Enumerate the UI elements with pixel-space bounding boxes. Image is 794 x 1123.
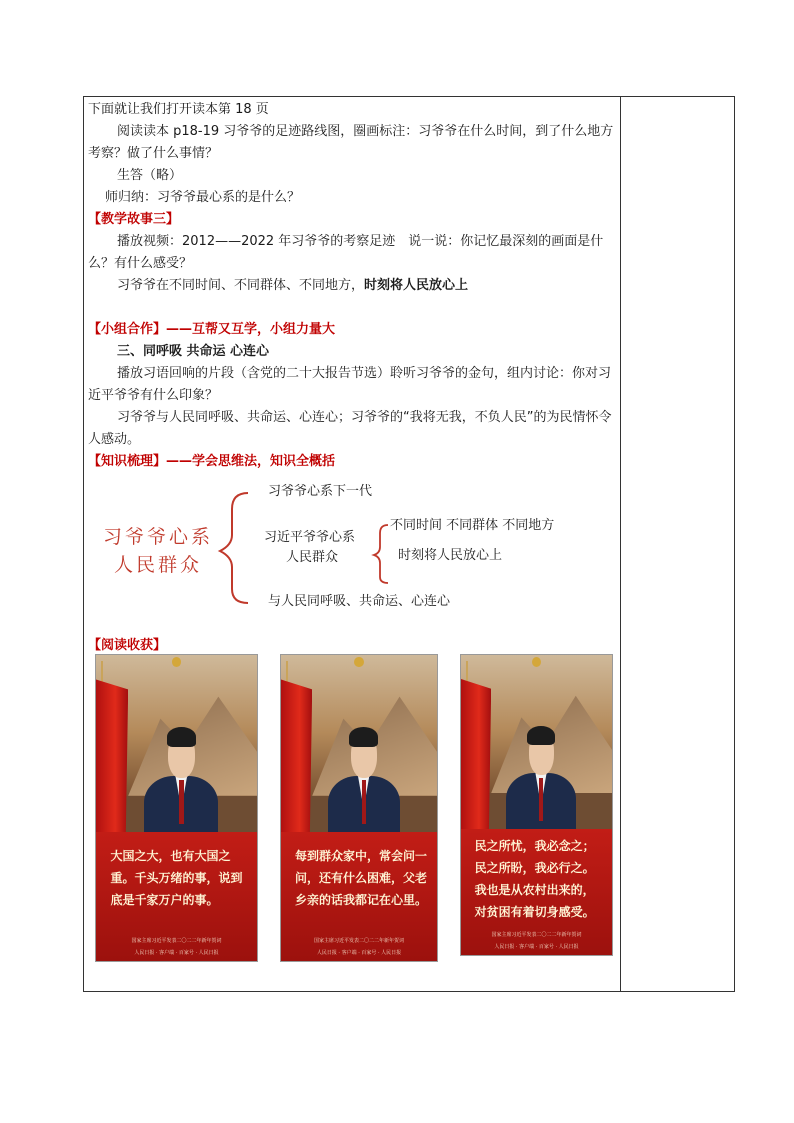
poster-2 bbox=[280, 654, 438, 962]
poster-3 bbox=[460, 654, 613, 956]
poster-1-source: 人民日报 · 客户端 · 百家号 · 人民日报 bbox=[134, 949, 219, 956]
poster-3-source: 人民日报 · 客户端 · 百家号 · 人民日报 bbox=[494, 944, 579, 950]
line-teacher-summary: 师归纳：习爷爷最心系的是什么？ bbox=[105, 190, 301, 205]
section-story-three: 【教学故事三】 bbox=[88, 212, 180, 227]
poster-3-caption: 国家主席习近平发表二〇二二年新年贺词 bbox=[491, 932, 582, 938]
conclusion-bold: 时刻将人民放心上 bbox=[364, 278, 469, 293]
portrait bbox=[506, 730, 575, 838]
flag-icon bbox=[281, 679, 312, 844]
mind-sub-different: 不同时间 不同群体 不同地方 bbox=[390, 518, 555, 533]
emblem-icon bbox=[354, 657, 363, 667]
mind-root-line2: 人民群众 bbox=[113, 554, 202, 576]
mind-branch-people-line1: 习近平爷爷心系 bbox=[264, 530, 356, 545]
lesson-content bbox=[88, 99, 616, 657]
flag-icon bbox=[96, 679, 128, 844]
poster-row bbox=[95, 654, 615, 964]
section-group-work: 【小组合作】——互帮又互学，小组力量大 bbox=[88, 322, 336, 337]
line-student-answer: 生答（略） bbox=[117, 168, 183, 183]
line-video: 播放视频：2012——2022 年习爷爷的考察足迹 说一说：你记忆最深刻的画面是什么？有什么感受？ bbox=[88, 234, 604, 271]
mind-map bbox=[88, 475, 616, 635]
heading-part-three: 三、同呼吸 共命运 心连心 bbox=[117, 344, 270, 359]
poster-1 bbox=[95, 654, 258, 962]
mind-branch-next-generation: 习爷爷心系下一代 bbox=[268, 484, 373, 499]
emblem-icon bbox=[532, 657, 541, 667]
mind-branch-people-line2: 人民群众 bbox=[286, 550, 339, 565]
poster-2-source: 人民日报 · 客户端 · 百家号 · 人民日报 bbox=[316, 949, 402, 956]
poster-2-quote: 每到群众家中，常会问一问，还有什么困难，父老乡亲的话我都记在心里。 bbox=[295, 848, 428, 907]
poster-3-quote: 民之所忧，我必念之；民之所盼，我必行之。我也是从农村出来的，对贫困有着切身感受。 bbox=[474, 839, 595, 919]
portrait bbox=[328, 732, 400, 842]
conclusion-text: 习爷爷在不同时间、不同群体、不同地方， bbox=[117, 278, 365, 293]
column-divider bbox=[620, 96, 621, 992]
poster-1-caption: 国家主席习近平发表二〇二二年新年贺词 bbox=[131, 937, 222, 944]
section-reading-gains: 【阅读收获】 bbox=[88, 638, 167, 653]
line-conclusion bbox=[88, 275, 616, 297]
section-knowledge: 【知识梳理】——学会思维法，知识全概括 bbox=[88, 454, 336, 469]
mind-sub-always: 时刻将人民放心上 bbox=[398, 548, 503, 563]
poster-2-caption: 国家主席习近平发表二〇二二年新年贺词 bbox=[313, 937, 404, 944]
mind-root-line1: 习爷爷心系 bbox=[102, 526, 213, 548]
mind-branch-breathe-together: 与人民同呼吸、共命运、心连心 bbox=[268, 594, 451, 609]
portrait bbox=[144, 732, 218, 842]
line-reading-task: 阅读读本 p18-19 习爷爷的足迹路线图，圈画标注：习爷爷在什么时间，到了什么地方考察？做了什么事情？ bbox=[88, 124, 614, 161]
line-open-book: 下面就让我们打开读本第 18 页 bbox=[88, 102, 269, 117]
flag-icon bbox=[461, 679, 491, 841]
line-impression: 习爷爷与人民同呼吸、共命运、心连心；习爷爷的“我将无我，不负人民”的为民情怀令人感动。 bbox=[88, 410, 612, 447]
line-quotes-discussion: 播放习语回响的片段（含党的二十大报告节选）聆听习爷爷的金句，组内讨论：你对习近平爷爷有什么印象？ bbox=[88, 366, 612, 403]
poster-1-quote: 大国之大，也有大国之重。千头万绪的事，说到底是千家万户的事。 bbox=[110, 848, 243, 907]
